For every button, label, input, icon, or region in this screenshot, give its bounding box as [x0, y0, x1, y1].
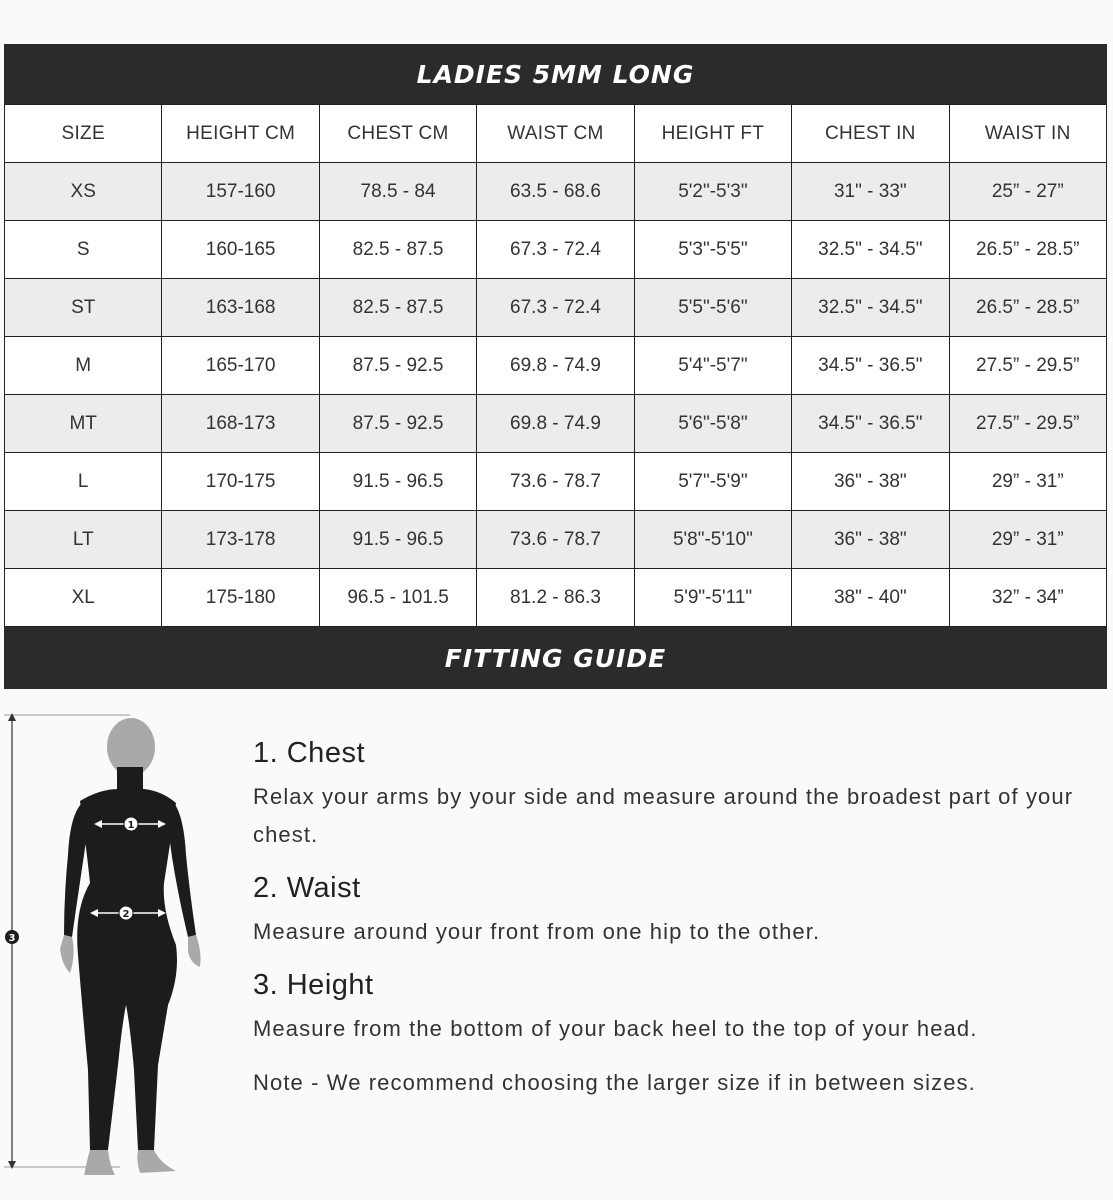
waist-section [253, 872, 1093, 951]
table-row [5, 395, 1107, 453]
table-cell: LT [5, 511, 162, 569]
table-cell: 91.5 - 96.5 [319, 511, 476, 569]
table-cell: 73.6 - 78.7 [477, 511, 634, 569]
table-cell: 26.5” - 28.5” [949, 279, 1106, 337]
body-figure [0, 705, 220, 1175]
table-cell: 5'5"-5'6" [634, 279, 791, 337]
height-arrow-down-icon [8, 1161, 16, 1169]
column-header: CHEST CM [319, 105, 476, 163]
waist-title: 2. Waist [253, 872, 361, 904]
table-cell: 34.5" - 36.5" [792, 337, 949, 395]
table-title: LADIES 5MM LONG [4, 44, 1107, 104]
table-cell: 32.5" - 34.5" [792, 279, 949, 337]
table-cell: 26.5” - 28.5” [949, 221, 1106, 279]
table-cell: 63.5 - 68.6 [477, 163, 634, 221]
sizing-note: Note - We recommend choosing the larger size if in between sizes. [253, 1070, 976, 1095]
column-header: SIZE [5, 105, 162, 163]
right-arm [166, 803, 196, 937]
height-marker-label: 3 [8, 933, 16, 944]
right-foot [137, 1150, 176, 1173]
table-cell: 34.5" - 36.5" [792, 395, 949, 453]
table-cell: 160-165 [162, 221, 319, 279]
table-cell: 5'8"-5'10" [634, 511, 791, 569]
table-row [5, 511, 1107, 569]
table-cell: 5'7"-5'9" [634, 453, 791, 511]
table-body [5, 163, 1107, 627]
table-cell: 67.3 - 72.4 [477, 279, 634, 337]
waist-instructions: Measure around your front from one hip to the other. [253, 919, 821, 944]
table-cell: L [5, 453, 162, 511]
height-arrow-up-icon [8, 713, 16, 721]
table-cell: 73.6 - 78.7 [477, 453, 634, 511]
table-cell: 5'9"-5'11" [634, 569, 791, 627]
table-cell: 81.2 - 86.3 [477, 569, 634, 627]
table-cell: ST [5, 279, 162, 337]
table-cell: 170-175 [162, 453, 319, 511]
right-hand [188, 935, 201, 967]
table-cell: 27.5” - 29.5” [949, 395, 1106, 453]
table-cell: 69.8 - 74.9 [477, 395, 634, 453]
column-header: WAIST IN [949, 105, 1106, 163]
table-row [5, 279, 1107, 337]
table-cell: 87.5 - 92.5 [319, 337, 476, 395]
table-cell: 27.5” - 29.5” [949, 337, 1106, 395]
chest-section [253, 737, 1093, 854]
column-header: WAIST CM [477, 105, 634, 163]
table-cell: 5'4"-5'7" [634, 337, 791, 395]
table-row [5, 163, 1107, 221]
wetsuit-figure-icon [0, 705, 220, 1175]
table-cell: XS [5, 163, 162, 221]
table-cell: 82.5 - 87.5 [319, 221, 476, 279]
table-cell: 168-173 [162, 395, 319, 453]
table-header-row [5, 105, 1107, 163]
table-row [5, 453, 1107, 511]
table-cell: 25” - 27” [949, 163, 1106, 221]
size-chart [4, 44, 1107, 689]
table-cell: 5'2"-5'3" [634, 163, 791, 221]
table-cell: 96.5 - 101.5 [319, 569, 476, 627]
table-cell: 29” - 31” [949, 453, 1106, 511]
table-cell: 173-178 [162, 511, 319, 569]
table-cell: 31" - 33" [792, 163, 949, 221]
table-cell: 163-168 [162, 279, 319, 337]
left-foot [84, 1150, 116, 1175]
table-cell: XL [5, 569, 162, 627]
table-cell: S [5, 221, 162, 279]
column-header: HEIGHT FT [634, 105, 791, 163]
table-cell: 91.5 - 96.5 [319, 453, 476, 511]
waist-marker-label: 2 [122, 909, 130, 920]
table-cell: 5'6"-5'8" [634, 395, 791, 453]
wetsuit-body [77, 789, 177, 1150]
table-row [5, 221, 1107, 279]
table-cell: 29” - 31” [949, 511, 1106, 569]
chest-instructions: Relax your arms by your side and measure around the broadest part of your chest. [253, 784, 1074, 847]
table-cell: 36" - 38" [792, 511, 949, 569]
column-header: CHEST IN [792, 105, 949, 163]
table-cell: 157-160 [162, 163, 319, 221]
table-cell: 78.5 - 84 [319, 163, 476, 221]
table-cell: 69.8 - 74.9 [477, 337, 634, 395]
fitting-guide-title: FITTING GUIDE [4, 627, 1107, 689]
fitting-guide [0, 697, 1113, 1200]
height-title: 3. Height [253, 969, 374, 1001]
table-cell: 38" - 40" [792, 569, 949, 627]
table-cell: M [5, 337, 162, 395]
table-row [5, 337, 1107, 395]
table-cell: 67.3 - 72.4 [477, 221, 634, 279]
size-table [4, 104, 1107, 627]
chest-marker-label: 1 [127, 820, 135, 831]
table-row [5, 569, 1107, 627]
table-cell: 32” - 34” [949, 569, 1106, 627]
column-header: HEIGHT CM [162, 105, 319, 163]
fitting-guide-text [253, 737, 1093, 1118]
table-cell: 82.5 - 87.5 [319, 279, 476, 337]
height-section [253, 969, 1093, 1048]
chest-title: 1. Chest [253, 737, 365, 769]
table-cell: 36" - 38" [792, 453, 949, 511]
table-cell: 5'3"-5'5" [634, 221, 791, 279]
table-cell: 87.5 - 92.5 [319, 395, 476, 453]
table-cell: 32.5" - 34.5" [792, 221, 949, 279]
height-instructions: Measure from the bottom of your back heel to the top of your head. [253, 1016, 978, 1041]
table-cell: MT [5, 395, 162, 453]
table-cell: 175-180 [162, 569, 319, 627]
left-hand [60, 935, 74, 973]
table-cell: 165-170 [162, 337, 319, 395]
